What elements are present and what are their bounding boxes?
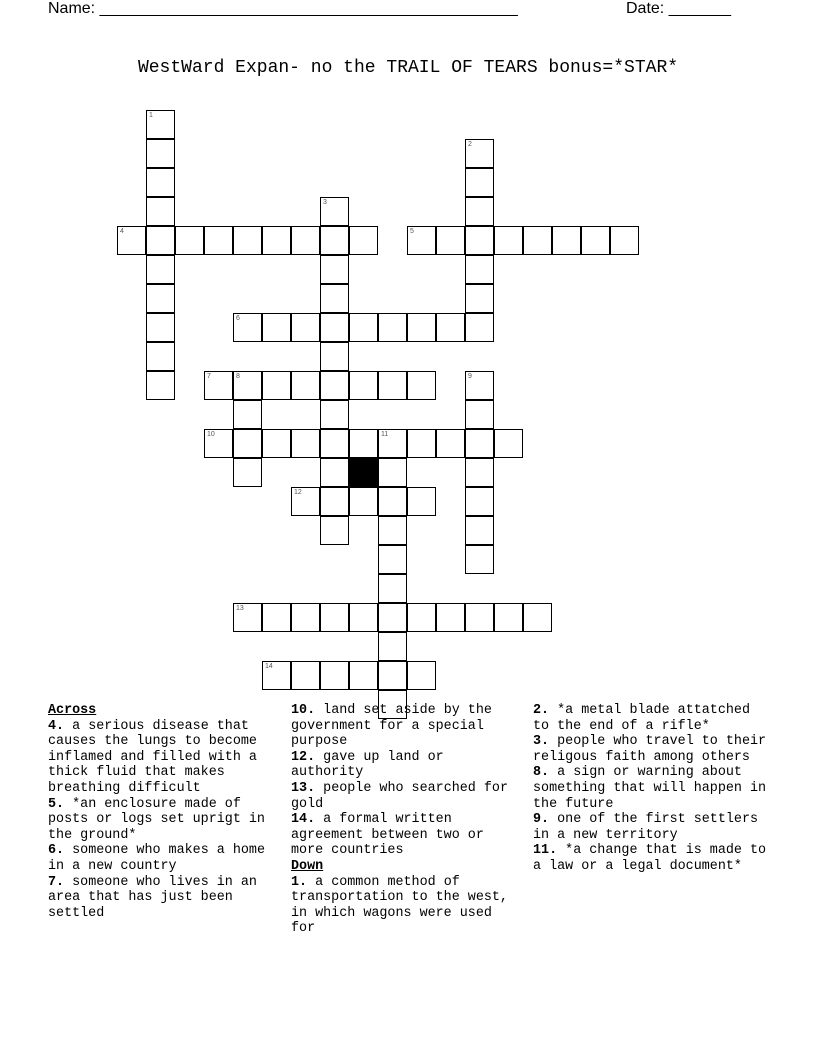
- grid-cell[interactable]: [146, 197, 175, 226]
- grid-cell[interactable]: [378, 516, 407, 545]
- grid-cell[interactable]: [320, 429, 349, 458]
- clue-down-1: 1. a common method of transportation to the west, in which wagons were used for: [291, 874, 508, 937]
- grid-cell[interactable]: [146, 226, 175, 255]
- clue-down-3: 3. people who travel to their religous faith among others: [533, 734, 767, 765]
- grid-cell[interactable]: [262, 661, 291, 690]
- grid-cell[interactable]: [146, 168, 175, 197]
- grid-cell[interactable]: [291, 661, 320, 690]
- grid-cell[interactable]: [465, 487, 494, 516]
- grid-cell[interactable]: [349, 429, 378, 458]
- grid-cell[interactable]: [465, 603, 494, 632]
- grid-cell[interactable]: [465, 429, 494, 458]
- grid-cell[interactable]: [349, 371, 378, 400]
- grid-cell[interactable]: [291, 313, 320, 342]
- cell-number: 6: [236, 315, 240, 322]
- down-heading: Down: [291, 858, 324, 874]
- grid-cell[interactable]: [320, 371, 349, 400]
- clue-down-2: 2. *a metal blade attatched to the end of a rifle*: [533, 703, 750, 734]
- grid-cell[interactable]: [378, 574, 407, 603]
- grid-cell[interactable]: [349, 487, 378, 516]
- clue-across-10: 10. land set aside by the government for a special purpose: [291, 703, 492, 750]
- grid-cell[interactable]: [233, 371, 262, 400]
- grid-cell[interactable]: [320, 226, 349, 255]
- grid-cell[interactable]: [320, 313, 349, 342]
- grid-cell[interactable]: [233, 313, 262, 342]
- grid-cell[interactable]: [146, 110, 175, 139]
- grid-cell[interactable]: [146, 342, 175, 371]
- clue-across-12: 12. gave up land or authority: [291, 749, 444, 781]
- grid-cell[interactable]: [320, 661, 349, 690]
- grid-cell[interactable]: [523, 226, 552, 255]
- grid-cell[interactable]: [146, 371, 175, 400]
- grid-cell[interactable]: [146, 284, 175, 313]
- grid-cell[interactable]: [117, 226, 146, 255]
- grid-cell[interactable]: [465, 255, 494, 284]
- clues-column-2: [291, 703, 523, 937]
- grid-cell[interactable]: [407, 487, 436, 516]
- grid-cell[interactable]: [465, 371, 494, 400]
- grid-cell[interactable]: [494, 226, 523, 255]
- grid-cell[interactable]: [378, 545, 407, 574]
- grid-cell[interactable]: [407, 226, 436, 255]
- grid-cell[interactable]: [349, 313, 378, 342]
- clue-down-8: 8. a sign or warning about something that will happen in the future: [533, 765, 767, 812]
- grid-cell[interactable]: [233, 226, 262, 255]
- grid-cell[interactable]: [291, 487, 320, 516]
- clue-across-6: 6. someone who makes a home in a new country: [48, 843, 265, 874]
- grid-cell[interactable]: [320, 603, 349, 632]
- clue-across-7: 7. someone who lives in an area that has just been settled: [48, 874, 257, 921]
- grid-cell[interactable]: [262, 371, 291, 400]
- grid-cell[interactable]: [465, 284, 494, 313]
- grid-cell[interactable]: [204, 429, 233, 458]
- clue-across-5: 5. *an enclosure made of posts or logs set uprigt in the ground*: [48, 796, 265, 843]
- grid-cell[interactable]: [146, 255, 175, 284]
- grid-cell[interactable]: [436, 603, 465, 632]
- clue-across-4: 4. a serious disease that causes the lungs to become inflamed and filled with a thick fluid that makes breathing difficult: [48, 718, 257, 796]
- cell-number: 3: [323, 199, 327, 206]
- grid-cell[interactable]: [465, 139, 494, 168]
- across-heading: Across: [48, 703, 97, 718]
- grid-cell[interactable]: [175, 226, 204, 255]
- grid-cell[interactable]: [233, 458, 262, 487]
- cell-number: 13: [236, 605, 244, 612]
- cell-number: 2: [468, 141, 472, 148]
- grid-cell[interactable]: [610, 226, 639, 255]
- grid-cell[interactable]: [320, 284, 349, 313]
- clue-down-11: 11. *a change that is made to a law or a legal document*: [533, 843, 767, 874]
- grid-cell[interactable]: [233, 603, 262, 632]
- grid-cell[interactable]: [378, 371, 407, 400]
- cell-number: 10: [207, 431, 215, 438]
- grid-cell[interactable]: [465, 313, 494, 342]
- grid-cell[interactable]: [436, 226, 465, 255]
- grid-cell[interactable]: [146, 139, 175, 168]
- clues-column-3: [533, 703, 768, 875]
- grid-cell[interactable]: [494, 429, 523, 458]
- grid-cell[interactable]: [465, 516, 494, 545]
- grid-cell[interactable]: [407, 603, 436, 632]
- grid-cell[interactable]: [320, 197, 349, 226]
- grid-cell[interactable]: [262, 226, 291, 255]
- grid-cell[interactable]: [291, 371, 320, 400]
- cell-number: 4: [120, 228, 124, 235]
- clue-down-9: 9. one of the first settlers in a new territory: [533, 812, 759, 843]
- grid-cell[interactable]: [407, 313, 436, 342]
- cell-number: 14: [265, 663, 273, 670]
- grid-cell[interactable]: [204, 226, 233, 255]
- cell-number: 5: [410, 228, 414, 235]
- grid-cell[interactable]: [146, 313, 175, 342]
- grid-cell[interactable]: [378, 313, 407, 342]
- grid-cell[interactable]: [465, 226, 494, 255]
- grid-cell[interactable]: [204, 371, 233, 400]
- grid-cell[interactable]: [262, 313, 291, 342]
- grid-cell[interactable]: [233, 400, 262, 429]
- grid-cell[interactable]: [552, 226, 581, 255]
- grid-cell[interactable]: [262, 429, 291, 458]
- grid-cell[interactable]: [378, 661, 407, 690]
- grid-cell[interactable]: [407, 429, 436, 458]
- grid-cell[interactable]: [581, 226, 610, 255]
- grid-cell[interactable]: [378, 487, 407, 516]
- clue-across-14: 14. a formal written agreement between two or more countries: [291, 812, 484, 859]
- black-square: [349, 458, 378, 487]
- grid-cell[interactable]: [378, 603, 407, 632]
- grid-cell[interactable]: [378, 429, 407, 458]
- grid-cell[interactable]: [291, 603, 320, 632]
- grid-cell[interactable]: [233, 429, 262, 458]
- grid-cell[interactable]: [465, 400, 494, 429]
- grid-cell[interactable]: [436, 313, 465, 342]
- grid-cell[interactable]: [320, 487, 349, 516]
- grid-cell[interactable]: [291, 429, 320, 458]
- header: [48, 0, 748, 20]
- grid-cell[interactable]: [407, 371, 436, 400]
- grid-cell[interactable]: [262, 603, 291, 632]
- grid-cell[interactable]: [320, 342, 349, 371]
- grid-cell[interactable]: [378, 458, 407, 487]
- grid-cell[interactable]: [378, 632, 407, 661]
- grid-cell[interactable]: [523, 603, 552, 632]
- grid-cell[interactable]: [465, 458, 494, 487]
- clues-column-1: [48, 703, 280, 921]
- grid-cell[interactable]: [320, 400, 349, 429]
- grid-cell[interactable]: [465, 197, 494, 226]
- grid-cell[interactable]: [407, 661, 436, 690]
- cell-number: 9: [468, 373, 472, 380]
- grid-cell[interactable]: [291, 226, 320, 255]
- grid-cell[interactable]: [349, 226, 378, 255]
- clue-across-13: 13. people who searched for gold: [291, 780, 508, 812]
- cell-number: 1: [149, 112, 153, 119]
- grid-cell[interactable]: [494, 603, 523, 632]
- grid-cell[interactable]: [349, 661, 378, 690]
- cell-number: 7: [207, 373, 211, 380]
- grid-cell[interactable]: [320, 458, 349, 487]
- cell-number: 11: [381, 431, 389, 438]
- grid-cell[interactable]: [465, 168, 494, 197]
- grid-cell[interactable]: [320, 255, 349, 284]
- grid-cell[interactable]: [320, 516, 349, 545]
- page-title: WestWard Expan- no the TRAIL OF TEARS bonus=*STAR*: [137, 58, 679, 78]
- cell-number: 8: [236, 373, 240, 380]
- cell-number: 12: [294, 489, 302, 496]
- grid-cell[interactable]: [436, 429, 465, 458]
- grid-cell[interactable]: [349, 603, 378, 632]
- date-line[interactable]: Date: _______: [626, 0, 731, 17]
- name-line[interactable]: Name: _______________________________________________: [48, 0, 518, 17]
- grid-cell[interactable]: [465, 545, 494, 574]
